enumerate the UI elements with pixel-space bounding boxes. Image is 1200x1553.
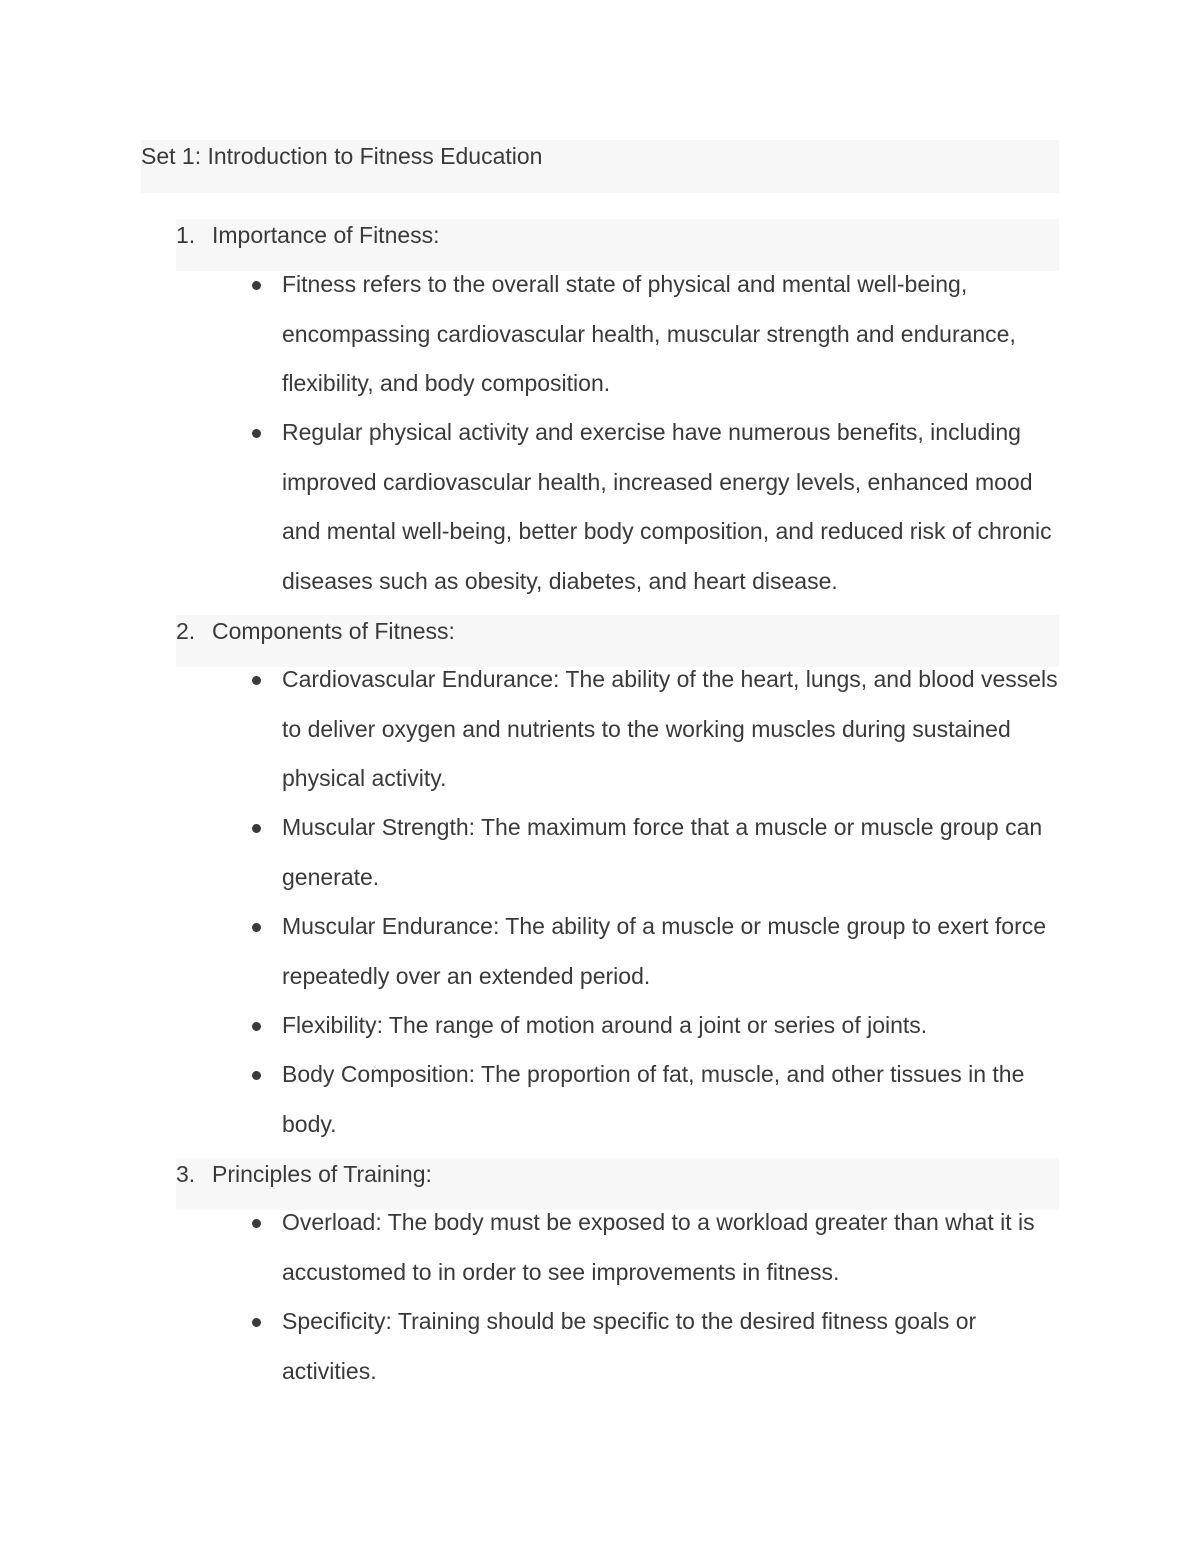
- bullet-icon: [247, 417, 265, 449]
- bullet-text: Overload: The body must be exposed to a workload greater than what it is accustomed to in order to see improvements in fitness.: [282, 1209, 1035, 1285]
- bullet-text: Muscular Strength: The maximum force that a muscle or muscle group can generate.: [282, 814, 1043, 890]
- bullet-text: Regular physical activity and exercise have numerous benefits, including improved cardiovascular health, increased energy levels, enhanced mood and mental well-being, better body composition, and reduced risk of chronic diseases such as obesity, diabetes, and heart disease.: [282, 419, 1052, 594]
- document-title: Set 1: Introduction to Fitness Education: [141, 143, 543, 169]
- section-number: 1.: [176, 222, 196, 248]
- bullet-icon: [247, 1059, 265, 1091]
- section-number: 2.: [176, 618, 196, 644]
- bullet-icon: [247, 664, 265, 696]
- bullet-text: Body Composition: The proportion of fat, muscle, and other tissues in the body.: [282, 1061, 1025, 1137]
- bullet-text: Muscular Endurance: The ability of a muscle or muscle group to exert force repeatedly over an extended period.: [282, 913, 1047, 989]
- bullet-icon: [247, 911, 265, 943]
- bullet-icon: [247, 1306, 265, 1338]
- bullet-icon: [247, 812, 265, 844]
- bullet-icon: [247, 1207, 265, 1239]
- bullet-text: Specificity: Training should be specific to the desired fitness goals or activities.: [282, 1308, 977, 1384]
- section-number: 3.: [176, 1161, 196, 1187]
- bullet-text: Cardiovascular Endurance: The ability of the heart, lungs, and blood vessels to deliver oxygen and nutrients to the working muscles during sustained physical activity.: [282, 666, 1058, 792]
- bullet-icon: [247, 1010, 265, 1042]
- bullet-text: Flexibility: The range of motion around a joint or series of joints.: [282, 1012, 928, 1039]
- section-label: Principles of Training:: [212, 1161, 432, 1187]
- section-label: Importance of Fitness:: [212, 222, 440, 248]
- bullet-icon: [247, 269, 265, 301]
- bullet-text: Fitness refers to the overall state of physical and mental well-being, encompassing cardiovascular health, muscular strength and endurance, flexibility, and body composition.: [282, 271, 1016, 397]
- section-label: Components of Fitness:: [212, 618, 455, 644]
